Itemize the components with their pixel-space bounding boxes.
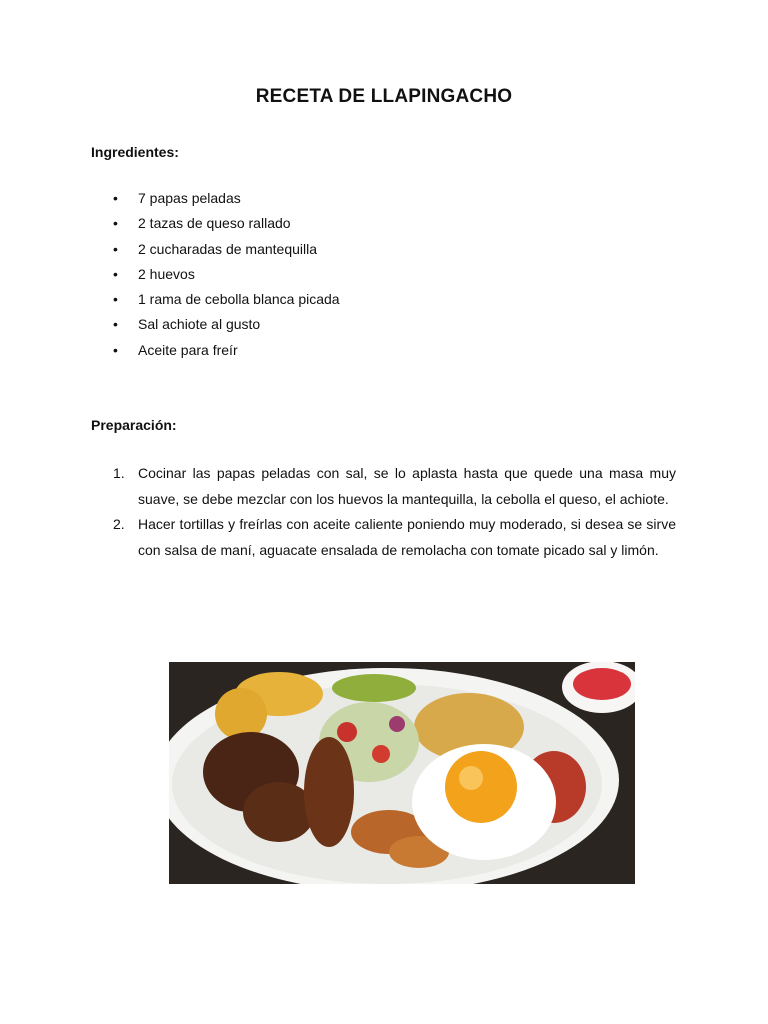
- ingredient-item: • 1 rama de cebolla blanca picada: [0, 289, 768, 314]
- step-text: Cocinar las papas peladas con sal, se lo aplasta hasta que quede una masa muy suave, se debe mezclar con los huevos la mantequilla, la cebolla el queso, el achiote.: [138, 465, 676, 507]
- avocado: [332, 674, 416, 702]
- plantain-chip: [215, 688, 267, 740]
- step-number: 2.: [113, 516, 125, 532]
- ingredient-item: • 2 tazas de queso rallado: [0, 213, 768, 238]
- tomato: [337, 722, 357, 742]
- onion: [389, 716, 405, 732]
- preparation-heading: Preparación:: [91, 417, 177, 433]
- page-title: RECETA DE LLAPINGACHO: [255, 86, 513, 107]
- ingredient-item: • 7 papas peladas: [0, 188, 768, 213]
- egg-yolk-highlight: [459, 766, 483, 790]
- tomato: [372, 745, 390, 763]
- ingredient-item: • 2 cucharadas de mantequilla: [0, 239, 768, 264]
- step-text: Hacer tortillas y freírlas con aceite caliente poniendo muy moderado, si desea se sirve con salsa de maní, aguacate ensalada de remolacha con tomate picado sal y limón.: [138, 516, 676, 558]
- ingredient-item: • 2 huevos: [0, 264, 768, 289]
- ingredient-item: • Sal achiote al gusto: [0, 314, 768, 339]
- ingredient-item: • Aceite para freír: [0, 340, 768, 365]
- food-plate-photo: [169, 662, 635, 884]
- salsa: [573, 668, 631, 700]
- ingredients-list: [0, 188, 768, 365]
- fried-pork: [304, 737, 354, 847]
- step-item: [0, 512, 676, 563]
- ingredients-heading: Ingredientes:: [91, 144, 179, 160]
- step-number: 1.: [113, 465, 125, 481]
- step-item: [0, 461, 676, 512]
- preparation-steps: [0, 461, 768, 563]
- egg-yolk: [445, 751, 517, 823]
